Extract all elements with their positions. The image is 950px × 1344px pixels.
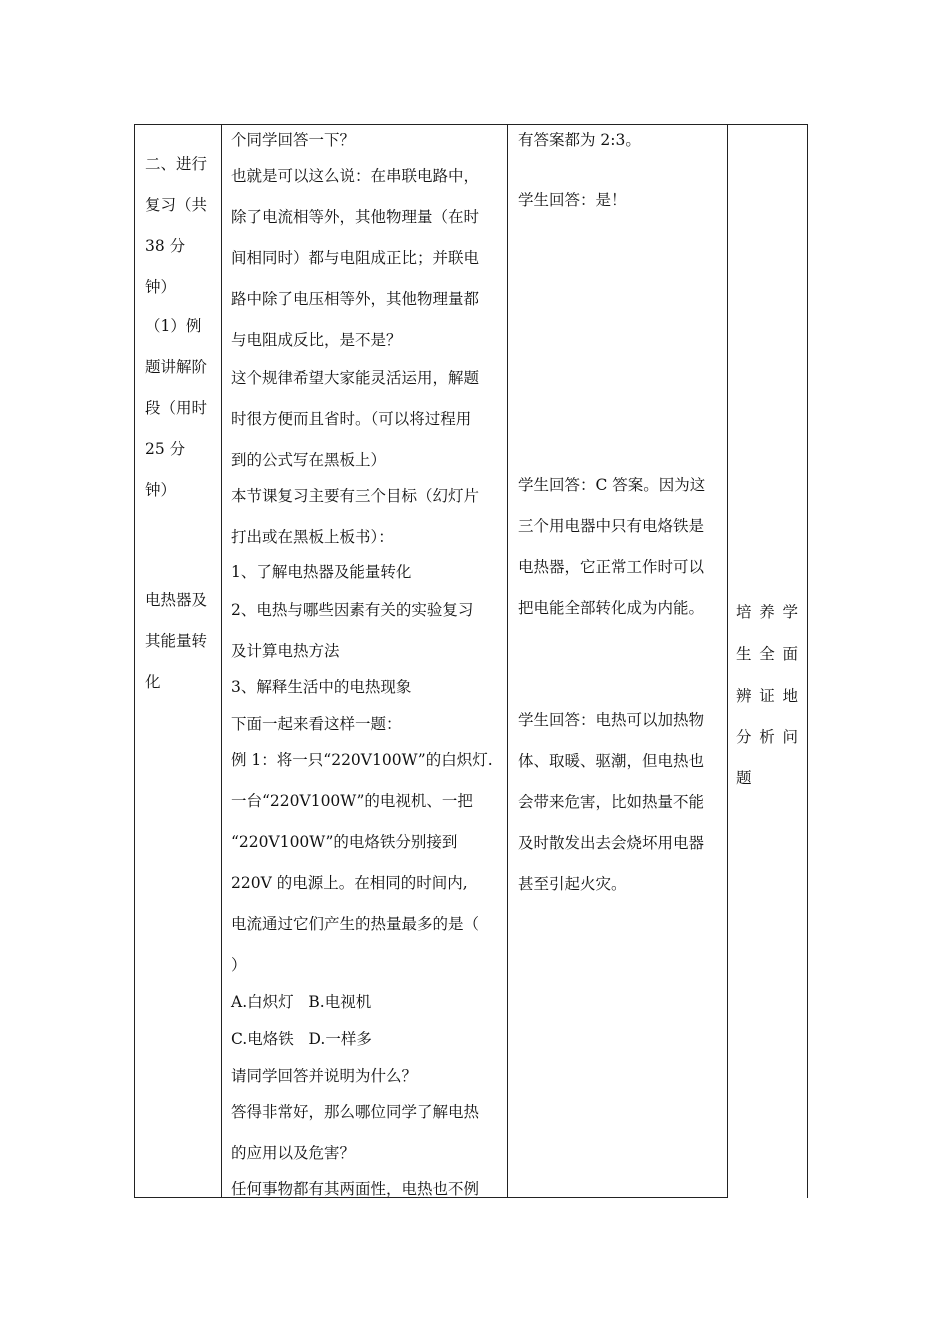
stage-line: 25 分 xyxy=(145,440,186,458)
intent-char: 养 xyxy=(759,603,775,621)
stage-line: 复习（共 xyxy=(145,196,208,214)
teacher-line: 任何事物都有其两面性，电热也不例 xyxy=(231,1180,480,1198)
student-line: 有答案都为 2:3。 xyxy=(518,131,641,149)
intent-line xyxy=(736,600,798,622)
student-line: 学生回答：是！ xyxy=(518,191,627,209)
teacher-line: 与电阻成反比，是不是？ xyxy=(231,331,402,349)
student-line: 三个用电器中只有电烙铁是 xyxy=(518,517,705,535)
stage-line: 二、进行 xyxy=(145,155,208,173)
teacher-line: 间相同时）都与电阻成正比；并联电 xyxy=(231,249,480,267)
stage-line: 钟） xyxy=(145,481,177,499)
col-divider-3 xyxy=(727,124,728,1198)
intent-char: 析 xyxy=(759,728,775,746)
student-line: 学生回答：电热可以加热物 xyxy=(518,711,705,729)
table-top-border xyxy=(134,124,808,125)
stage-line: （1）例 xyxy=(145,317,202,335)
intent-char: 地 xyxy=(782,687,798,705)
intent-char: 全 xyxy=(759,645,775,663)
teacher-line: 这个规律希望大家能灵活运用，解题 xyxy=(231,369,480,387)
intent-line xyxy=(736,684,798,706)
teacher-line: 例 1：将一只“220V100W”的白炽灯. xyxy=(231,751,493,769)
teacher-line: 打出或在黑板上板书）： xyxy=(231,528,394,546)
teacher-line: C.电烙铁 D.一样多 xyxy=(231,1030,372,1048)
intent-char: 面 xyxy=(782,645,798,663)
student-line: 把电能全部转化成为内能。 xyxy=(518,599,705,617)
intent-line xyxy=(736,766,752,788)
teacher-line: 电流通过它们产生的热量最多的是（ xyxy=(231,915,480,933)
intent-char: 培 xyxy=(736,603,752,621)
teacher-line: 答得非常好，那么哪位同学了解电热 xyxy=(231,1103,480,1121)
student-line: 体、取暖、驱潮，但电热也 xyxy=(518,752,705,770)
table-left-border xyxy=(134,124,135,1198)
teacher-line: 2、电热与哪些因素有关的实验复习 xyxy=(231,601,474,619)
teacher-line: 的应用以及危害？ xyxy=(231,1144,356,1162)
teacher-line: 本节课复习主要有三个目标（幻灯片 xyxy=(231,487,480,505)
topic-line: 其能量转 xyxy=(145,632,208,650)
topic-line: 电热器及 xyxy=(145,591,208,609)
stage-line: 段（用时 xyxy=(145,399,208,417)
teacher-line: 1、了解电热器及能量转化 xyxy=(231,563,412,581)
stage-line: 38 分 xyxy=(145,237,186,255)
intent-char: 学 xyxy=(782,603,798,621)
intent-char: 题 xyxy=(736,769,752,787)
intent-char: 辨 xyxy=(736,687,752,705)
stage-line: 钟） xyxy=(145,278,177,296)
student-line: 甚至引起火灾。 xyxy=(518,875,627,893)
teacher-line: 3、解释生活中的电热现象 xyxy=(231,678,412,696)
teacher-line: 个同学回答一下？ xyxy=(231,131,356,149)
student-line: 学生回答：C 答案。因为这 xyxy=(518,476,706,494)
topic-line: 化 xyxy=(145,673,161,691)
teacher-line: 220V 的电源上。在相同的时间内, xyxy=(231,874,468,892)
teacher-line: A.白炽灯 B.电视机 xyxy=(231,993,372,1011)
intent-char: 问 xyxy=(782,728,798,746)
student-line: 电热器，它正常工作时可以 xyxy=(518,558,705,576)
intent-line xyxy=(736,725,798,747)
teacher-line: 请同学回答并说明为什么？ xyxy=(231,1067,418,1085)
stage-line: 题讲解阶 xyxy=(145,358,208,376)
teacher-line: 及计算电热方法 xyxy=(231,642,340,660)
student-line: 及时散发出去会烧坏用电器 xyxy=(518,834,705,852)
table-right-border xyxy=(807,124,808,1198)
col-divider-2 xyxy=(507,124,508,1198)
intent-line xyxy=(736,642,798,664)
teacher-line: 一台“220V100W”的电视机、一把 xyxy=(231,792,473,810)
intent-char: 分 xyxy=(736,728,752,746)
teacher-line: “220V100W”的电烙铁分别接到 xyxy=(231,833,458,851)
teacher-line: 到的公式写在黑板上） xyxy=(231,451,387,469)
intent-char: 生 xyxy=(736,645,752,663)
teacher-line: ） xyxy=(231,956,247,974)
teacher-line: 除了电流相等外，其他物理量（在时 xyxy=(231,208,480,226)
student-line: 会带来危害，比如热量不能 xyxy=(518,793,705,811)
teacher-line: 路中除了电压相等外，其他物理量都 xyxy=(231,290,480,308)
teacher-line: 下面一起来看这样一题： xyxy=(231,715,402,733)
teacher-line: 时很方便而且省时。（可以将过程用 xyxy=(231,410,472,428)
intent-char: 证 xyxy=(759,687,775,705)
col-divider-1 xyxy=(221,124,222,1198)
teacher-line: 也就是可以这么说：在串联电路中， xyxy=(231,167,480,185)
